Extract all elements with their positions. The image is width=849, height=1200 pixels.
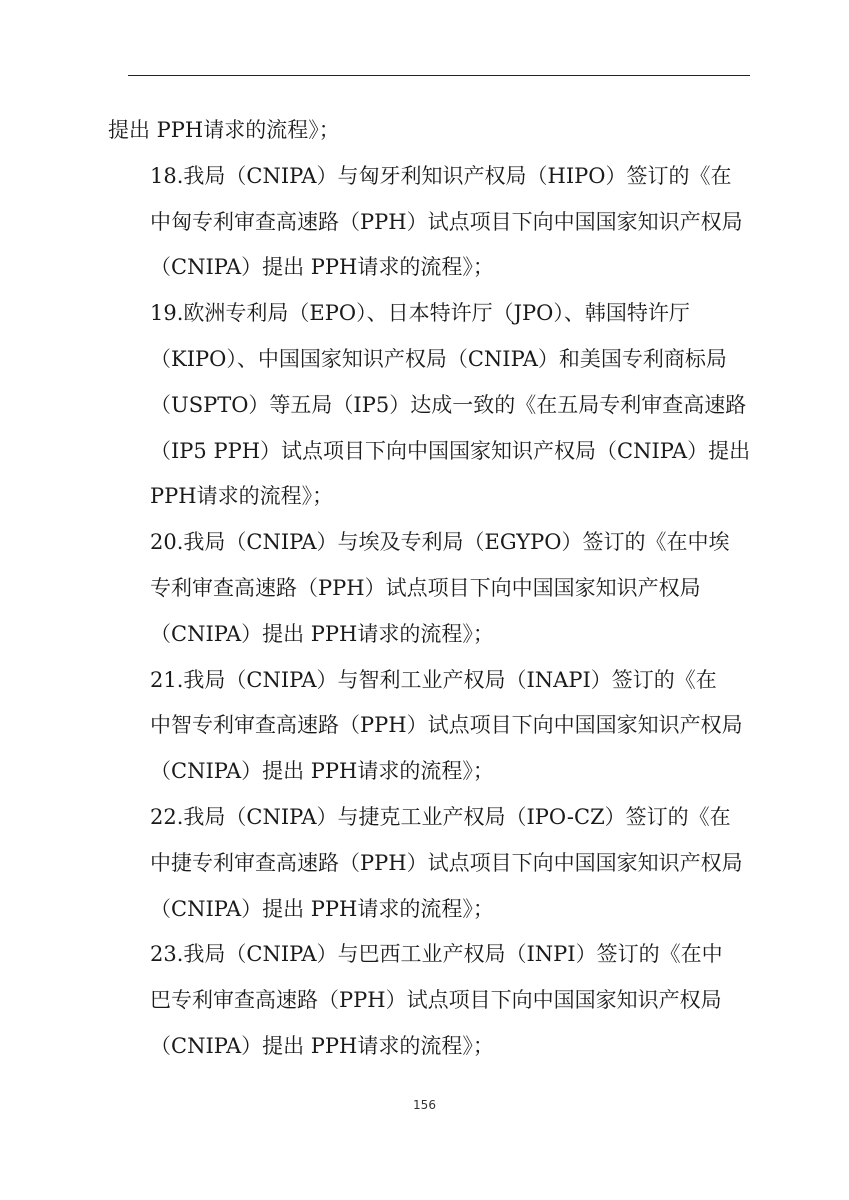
text-line: 中智专利审查高速路（PPH）试点项目下向中国国家知识产权局 xyxy=(150,713,743,738)
text-line: 中匈专利审查高速路（PPH）试点项目下向中国国家知识产权局 xyxy=(150,209,743,234)
continuation-paragraph xyxy=(108,108,748,154)
header-divider xyxy=(128,75,750,76)
text-line: 18.我局（CNIPA）与匈牙利知识产权局（HIPO）签订的《在 xyxy=(150,163,732,188)
text-line: 巴专利审查高速路（PPH）试点项目下向中国国家知识产权局 xyxy=(150,988,722,1013)
text-line: （CNIPA）提出 PPH请求的流程》； xyxy=(150,896,494,921)
text-line: PPH请求的流程》； xyxy=(150,484,334,509)
page-number: 156 xyxy=(413,1098,436,1112)
text-line: 23.我局（CNIPA）与巴西工业产权局（INPI）签订的《在中 xyxy=(150,942,723,967)
document-body xyxy=(108,108,751,1070)
list-item-20 xyxy=(108,520,748,657)
list-item-22 xyxy=(108,795,748,932)
text-line: （CNIPA）提出 PPH请求的流程》； xyxy=(150,759,494,784)
text-line: （IP5 PPH）试点项目下向中国国家知识产权局（CNIPA）提出 xyxy=(150,438,751,463)
text-line: 提出 PPH请求的流程》； xyxy=(108,118,340,142)
text-line: （CNIPA）提出 PPH请求的流程》； xyxy=(150,255,494,280)
list-item-21 xyxy=(108,658,748,795)
list-item-18 xyxy=(108,154,748,291)
list-item-19 xyxy=(108,291,751,520)
text-line: 20.我局（CNIPA）与埃及专利局（EGYPO）签订的《在中埃 xyxy=(150,530,730,555)
text-line: （KIPO）、中国国家知识产权局（CNIPA）和美国专利商标局 xyxy=(150,346,727,371)
text-line: 专利审查高速路（PPH）试点项目下向中国国家知识产权局 xyxy=(150,575,701,600)
text-line: （CNIPA）提出 PPH请求的流程》； xyxy=(150,621,494,646)
text-line: 19.欧洲专利局（EPO）、日本特许厅（JPO）、韩国特许厅 xyxy=(150,301,690,326)
text-line: （CNIPA）提出 PPH请求的流程》； xyxy=(150,1033,494,1058)
text-line: 中捷专利审查高速路（PPH）试点项目下向中国国家知识产权局 xyxy=(150,850,743,875)
text-line: （USPTO）等五局（IP5）达成一致的《在五局专利审查高速路 xyxy=(150,392,747,417)
text-line: 22.我局（CNIPA）与捷克工业产权局（IPO-CZ）签订的《在 xyxy=(150,804,731,829)
list-item-23 xyxy=(108,932,748,1069)
text-line: 21.我局（CNIPA）与智利工业产权局（INAPI）签订的《在 xyxy=(150,667,717,692)
